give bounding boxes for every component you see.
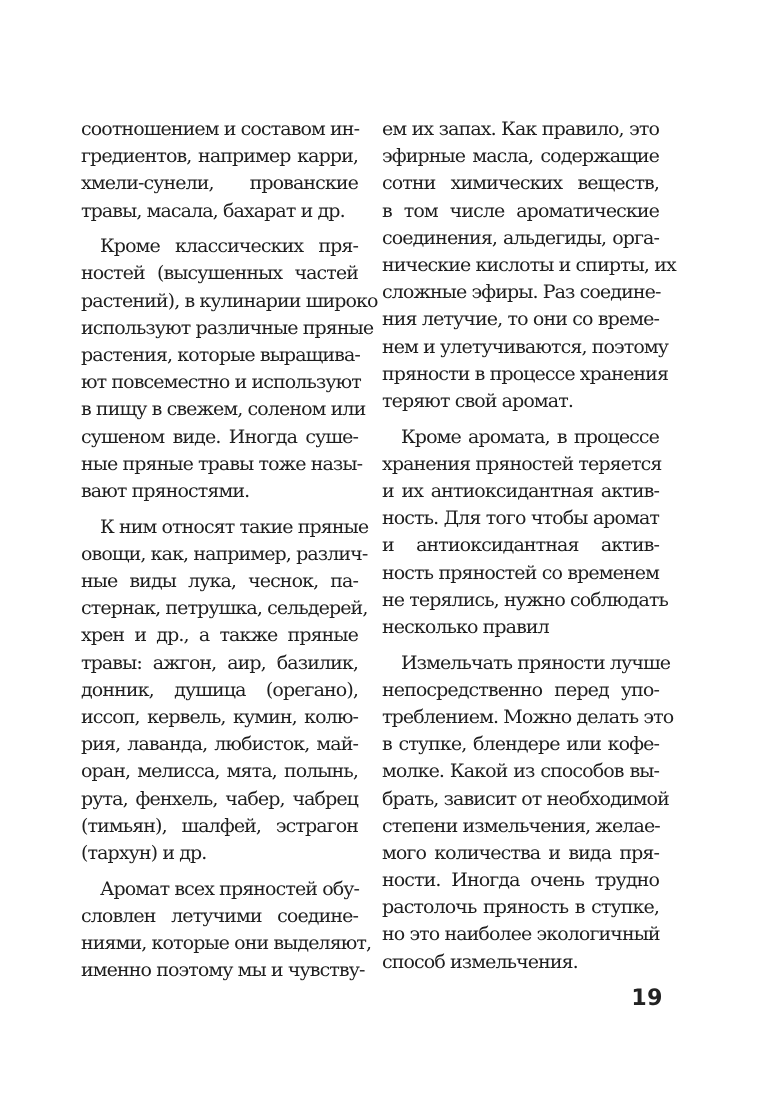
- paragraph: [81, 233, 378, 505]
- text-line: ностей (высушенных частей: [81, 262, 358, 285]
- text-line: ют повсеместно и используют: [81, 371, 361, 394]
- text-line: ем их запах. Как правило, это: [382, 118, 659, 140]
- text-line: травы: ажгон, аир, базилик,: [81, 651, 358, 674]
- text-line: Кроме классических пря-: [100, 235, 358, 258]
- text-line: (тимьян), шалфей, эстрагон: [81, 814, 358, 837]
- text-line: донник, душица (орегано),: [81, 678, 358, 701]
- text-line: не терялись, нужно соблюдать: [382, 588, 668, 611]
- text-line: сотни химических веществ,: [382, 172, 659, 195]
- text-line: непосредственно перед упо-: [382, 678, 659, 701]
- text-line: ные пряные травы тоже назы-: [81, 452, 363, 475]
- paragraph-gap: [382, 641, 659, 650]
- paragraph: [382, 424, 668, 642]
- text-line: растения, которые выращива-: [81, 344, 360, 366]
- text-column-right: [382, 116, 676, 976]
- page-number: 19: [631, 986, 663, 1011]
- text-line: Измельчать пряности лучше: [401, 651, 671, 674]
- text-line: в том числе ароматические: [382, 199, 659, 222]
- text-line: эфирные масла, содержащие: [382, 145, 659, 168]
- text-line: брать, зависит от необходимой: [382, 787, 669, 810]
- text-line: и антиоксидантная актив-: [382, 534, 659, 557]
- text-line: К ним относят такие пряные: [100, 515, 369, 538]
- text-line: ные виды лука, чеснок, па-: [81, 570, 358, 592]
- text-line: именно поэтому мы и чувству-: [81, 959, 365, 982]
- text-line: Кроме аромата, в процессе: [401, 425, 659, 448]
- paragraph: [382, 650, 674, 976]
- text-line: ности. Иногда очень трудно: [382, 869, 659, 892]
- text-line: несколько правил: [382, 615, 549, 638]
- text-line: и их антиоксидантная актив-: [382, 479, 659, 502]
- text-line: сушеном виде. Иногда суше-: [81, 425, 358, 448]
- text-line: треблением. Можно делать это: [382, 705, 674, 728]
- text-line: пряности в процессе хранения: [382, 362, 669, 385]
- text-line: хмели-сунели, прованские: [81, 172, 358, 195]
- text-line: способ измельчения.: [382, 950, 578, 973]
- text-line: сложные эфиры. Раз соедине-: [382, 281, 661, 304]
- text-line: оран, мелисса, мята, полынь,: [81, 760, 358, 783]
- text-column-left: [81, 116, 378, 984]
- paragraph: [81, 116, 358, 225]
- text-line: ность. Для того чтобы аромат: [382, 507, 659, 530]
- paragraph: [81, 876, 372, 985]
- text-line: молке. Какой из способов вы-: [382, 760, 659, 783]
- text-line: степени измельчения, желае-: [382, 814, 660, 837]
- text-line: овощи, как, например, различ-: [81, 542, 368, 565]
- paragraph-gap: [81, 505, 358, 514]
- text-line: хранения пряностей теряется: [382, 452, 662, 475]
- text-line: словлен летучими соедине-: [81, 904, 358, 927]
- text-line: растений), в кулинарии широко: [81, 289, 378, 312]
- text-line: травы, масала, бахарат и др.: [81, 199, 345, 222]
- text-line: но это наиболее экологичный: [382, 923, 660, 946]
- paragraph-gap: [382, 415, 659, 424]
- text-line: хрен и др., а также пряные: [81, 624, 358, 647]
- text-line: рута, фенхель, чабер, чабрец: [81, 787, 358, 810]
- text-line: ность пряностей со временем: [382, 561, 659, 584]
- text-line: (тархун) и др.: [81, 841, 207, 864]
- text-line: иссоп, кервель, кумин, колю-: [81, 705, 358, 728]
- text-line: теряют свой аромат.: [382, 389, 573, 412]
- text-line: вают пряностями.: [81, 479, 250, 502]
- text-line: рия, лаванда, любисток, май-: [81, 733, 358, 756]
- text-line: соединения, альдегиды, орга-: [382, 226, 659, 249]
- text-line: нические кислоты и спирты, их: [382, 253, 676, 276]
- paragraph: [81, 514, 369, 867]
- text-line: мого количества и вида пря-: [382, 841, 659, 864]
- text-line: растолочь пряность в ступке,: [382, 896, 659, 919]
- text-line: используют различные пряные: [81, 316, 374, 339]
- text-line: Аромат всех пряностей обу-: [100, 877, 360, 900]
- paragraph: [382, 116, 676, 415]
- text-line: в ступке, блендере или кофе-: [382, 733, 659, 756]
- text-line: стернак, петрушка, сельдерей,: [81, 597, 368, 620]
- paragraph-gap: [81, 867, 358, 876]
- text-line: соотношением и составом ин-: [81, 118, 360, 140]
- text-line: гредиентов, например карри,: [81, 145, 358, 168]
- text-line: нем и улетучиваются, поэтому: [382, 335, 669, 358]
- text-line: в пищу в свежем, соленом или: [81, 398, 366, 421]
- paragraph-gap: [81, 225, 358, 234]
- text-line: ниями, которые они выделяют,: [81, 931, 372, 954]
- text-line: ния летучие, то они со време-: [382, 308, 659, 331]
